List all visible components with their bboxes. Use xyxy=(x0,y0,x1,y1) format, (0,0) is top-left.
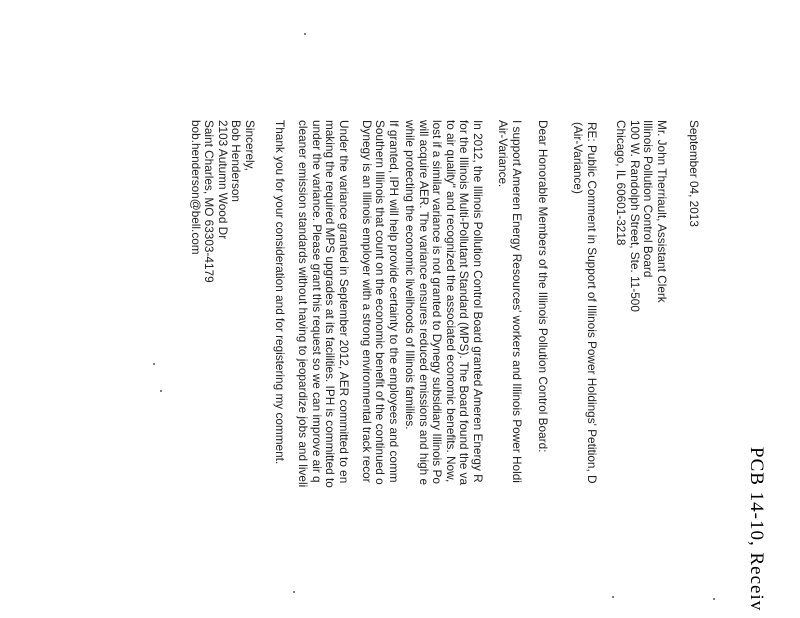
paragraph-line: Under the variance granted in September 2012, AER committed to en xyxy=(337,120,351,484)
letter-date: September 04, 2013 xyxy=(687,120,701,227)
paragraph-line: lost if a similar variance is not granted to Dynegy subsidiary Illinois Po xyxy=(430,120,445,484)
address-line: Chicago, IL 60601-3218 xyxy=(614,120,629,246)
paragraph-line: will acquire AER. The variance ensures reduced emissions and high e xyxy=(417,120,431,486)
paragraph-line: under the variance. Please grant this request so we can improve air q xyxy=(310,120,324,483)
paragraph-line: Thank you for your consideration and for registering my comment. xyxy=(273,120,287,465)
scan-speck xyxy=(612,596,614,598)
paragraph-line: cleaner emission standards without having to jeopardize jobs and liveli xyxy=(296,120,311,488)
paragraph-certainty xyxy=(360,120,401,485)
scan-speck xyxy=(293,591,295,593)
paragraph-line: making the required MPS upgrades at its facilities. IPH is committed to xyxy=(323,120,338,488)
sender-name: Bob Henderson xyxy=(229,120,244,202)
paragraph-line: to air quality" and recognized the associated economic benefits. Now, xyxy=(444,120,458,483)
address-line: Illinois Pollution Control Board xyxy=(641,120,656,278)
scan-speck xyxy=(713,598,715,600)
paragraph-line: In 2012, the Illinois Pollution Control Board granted Ameren Energy R xyxy=(471,120,485,483)
sender-email: bob.henderson@bell.com xyxy=(189,120,203,255)
paragraph-thanks xyxy=(273,120,287,464)
subject-line xyxy=(571,122,598,484)
paragraph-history xyxy=(403,120,484,485)
sender-street: 2103 Autumn Wood Dr xyxy=(216,120,230,240)
sign-off: Sincerely, xyxy=(243,120,257,171)
paragraph-variance xyxy=(296,120,350,488)
paragraph-line: Air-Variance. xyxy=(496,120,511,188)
paragraph-line: while protecting the economic livelihoods of Illinois families. xyxy=(403,120,418,430)
scan-speck xyxy=(153,363,155,365)
paragraph-line: for the Illinois Multi-Pollutant Standard (MPS). The Board found the va xyxy=(457,120,472,486)
paragraph-line: Southern Illinois that count on the economic benefit of the continued o xyxy=(373,120,388,485)
re-line: (Air-Variance) xyxy=(571,122,586,194)
recipient-address xyxy=(614,120,668,312)
address-line: Mr. John Therriault, Assistant Clerk xyxy=(655,120,669,303)
sender-city: Saint Charles, MO 63303-4179 xyxy=(202,120,217,283)
salutation: Dear Honorable Members of the Illinois Pollution Control Board: xyxy=(536,120,550,453)
address-line: 100 W. Randolph Street, Ste. 11-500 xyxy=(628,120,642,312)
paragraph-support xyxy=(496,120,523,483)
signature-block xyxy=(189,120,257,283)
filing-stamp: PCB 14-10, Receiv xyxy=(746,447,767,612)
scan-speck xyxy=(160,390,162,392)
paragraph-line: Dynegy is an Illinois employer with a strong environmental track recor xyxy=(360,120,374,483)
re-line: RE: Public Comment in Support of Illinois Power Holdings' Petition, D xyxy=(585,122,599,484)
scan-speck xyxy=(304,33,306,35)
paragraph-line: I support Ameren Energy Resources' workers and Illinois Power Holdi xyxy=(510,120,524,483)
paragraph-line: If granted, IPH will help provide certainty to the employees and comm xyxy=(387,120,401,483)
